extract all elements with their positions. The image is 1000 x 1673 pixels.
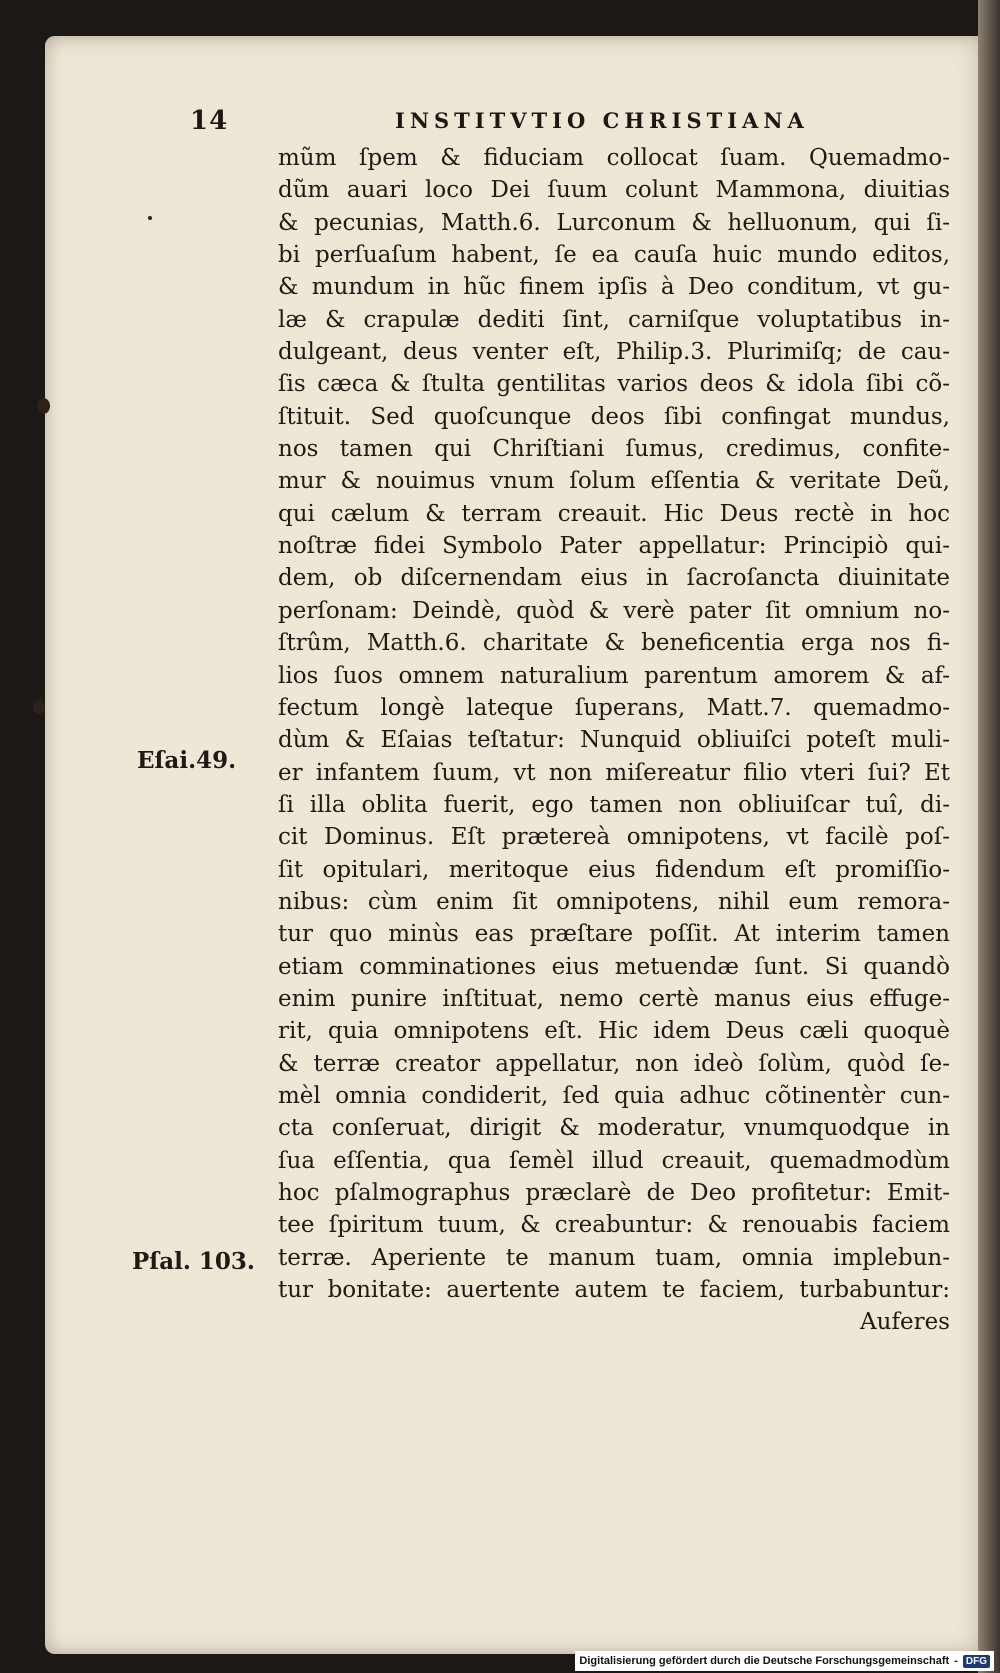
text-line: ſua eſſentia, qua ſemèl illud creauit, quemadmodùm [278, 1147, 950, 1174]
text-line: qui cælum & terram creauit. Hic Deus rectè in hoc [278, 500, 950, 527]
text-line: & terræ creator appellatur, non ideò ſolùm, quòd ſe- [278, 1050, 950, 1077]
text-line: tur quo minùs eas præſtare poſſit. At interim tamen [278, 921, 950, 948]
text-line: etiam comminationes eius metuendæ ſunt. Si quandò [278, 953, 950, 980]
text-line: lios ſuos omnem naturalium parentum amorem & af- [278, 662, 950, 689]
text-line: ſi illa oblita fuerit, ego tamen non obliuiſcar tuî, di- [278, 791, 950, 818]
digitization-credit: Digitalisierung gefördert durch die Deutsche Forschungsgemeinschaft - DFG [575, 1651, 994, 1671]
text-line: ſtituit. Sed quoſcunque deos ſibi confingat mundus, [278, 403, 950, 430]
body-text [278, 142, 950, 1339]
text-line: mèl omnia condiderit, ſed quia adhuc cõtinentèr cun- [278, 1082, 950, 1109]
text-line: dem, ob diſcernendam eius in ſacroſancta diuinitate [278, 565, 950, 592]
ink-speck [37, 398, 50, 414]
text-line: hoc pſalmographus præclarè de Deo profitetur: Emit- [278, 1180, 950, 1206]
text-line: perſonam: Deindè, quòd & verè pater ſit omnium no- [278, 597, 950, 624]
text-line: er infantem ſuum, vt non miſereatur filio vteri ſui? Et [278, 759, 950, 786]
page-number: 14 [190, 106, 229, 136]
text-line: ſit opitulari, meritoque eius fidendum eſt promiſſio- [278, 856, 950, 883]
text-line: dũm auari loco Dei ſuum colunt Mammona, diuitias [278, 177, 950, 204]
marginal-note-esai: Eſai.49. [137, 747, 237, 774]
text-line: mũm ſpem & fiduciam collocat ſuam. Quemadmo- [278, 145, 950, 171]
text-line: tee ſpiritum tuum, & creabuntur: & renouabis faciem [278, 1212, 950, 1239]
text-line: bi perſuaſum habent, ſe ea cauſa huic mundo editos, [278, 242, 950, 269]
text-line: & mundum in hũc finem ipſis à Deo conditum, vt gu- [278, 274, 950, 301]
dfg-logo-icon: DFG [963, 1655, 990, 1668]
catchword: Auferes [860, 1309, 950, 1336]
text-line: dùm & Eſaias teſtatur: Nunquid obliuiſci poteſt muli- [278, 727, 950, 754]
ink-speck [148, 216, 152, 220]
text-line: noſtræ fidei Symbolo Pater appellatur: Principiò qui- [278, 533, 950, 560]
text-line: ſtrûm, Matth.6. charitate & beneficentia erga nos fi- [278, 630, 950, 657]
text-line: cta conſeruat, dirigit & moderatur, vnumquodque in [278, 1115, 950, 1142]
marginal-note-psal: Pſal. 103. [132, 1248, 255, 1275]
text-line: rit, quia omnipotens eſt. Hic idem Deus cæli quoquè [278, 1018, 950, 1045]
text-line: cit Dominus. Eſt prætereà omnipotens, vt facilè poſ- [278, 824, 950, 851]
text-line: fectum longè lateque ſuperans, Matt.7. quemadmo- [278, 694, 950, 721]
text-line: dulgeant, deus venter eſt, Philip.3. Plurimiſq; de cau- [278, 339, 950, 366]
text-line: terræ. Aperiente te manum tuam, omnia implebun- [278, 1244, 950, 1271]
page-edge [978, 0, 1000, 1673]
credit-text: Digitalisierung gefördert durch die Deutsche Forschungsgemeinschaft [579, 1655, 950, 1667]
text-line: nos tamen qui Chriſtiani ſumus, credimus, confite- [278, 436, 950, 463]
text-line: & pecunias, Matth.6. Lurconum & helluonum, qui ſi- [278, 209, 950, 236]
text-line: tur bonitate: auertente autem te faciem, turbabuntur: [278, 1277, 950, 1304]
text-line: læ & crapulæ dediti ſint, carniſque voluptatibus in- [278, 306, 950, 333]
running-head: INSTITVTIO CHRISTIANA [395, 108, 809, 133]
text-line: nibus: cùm enim ſit omnipotens, nihil eum remora- [278, 888, 950, 915]
ink-speck [33, 700, 45, 714]
text-line: enim punire inſtituat, nemo certè manus eius effuge- [278, 985, 950, 1012]
text-line: mur & nouimus vnum ſolum eſſentia & veritate Deũ, [278, 468, 950, 495]
text-line: ſis cæca & ſtulta gentilitas varios deos & idola ſibi cõ- [278, 371, 950, 398]
